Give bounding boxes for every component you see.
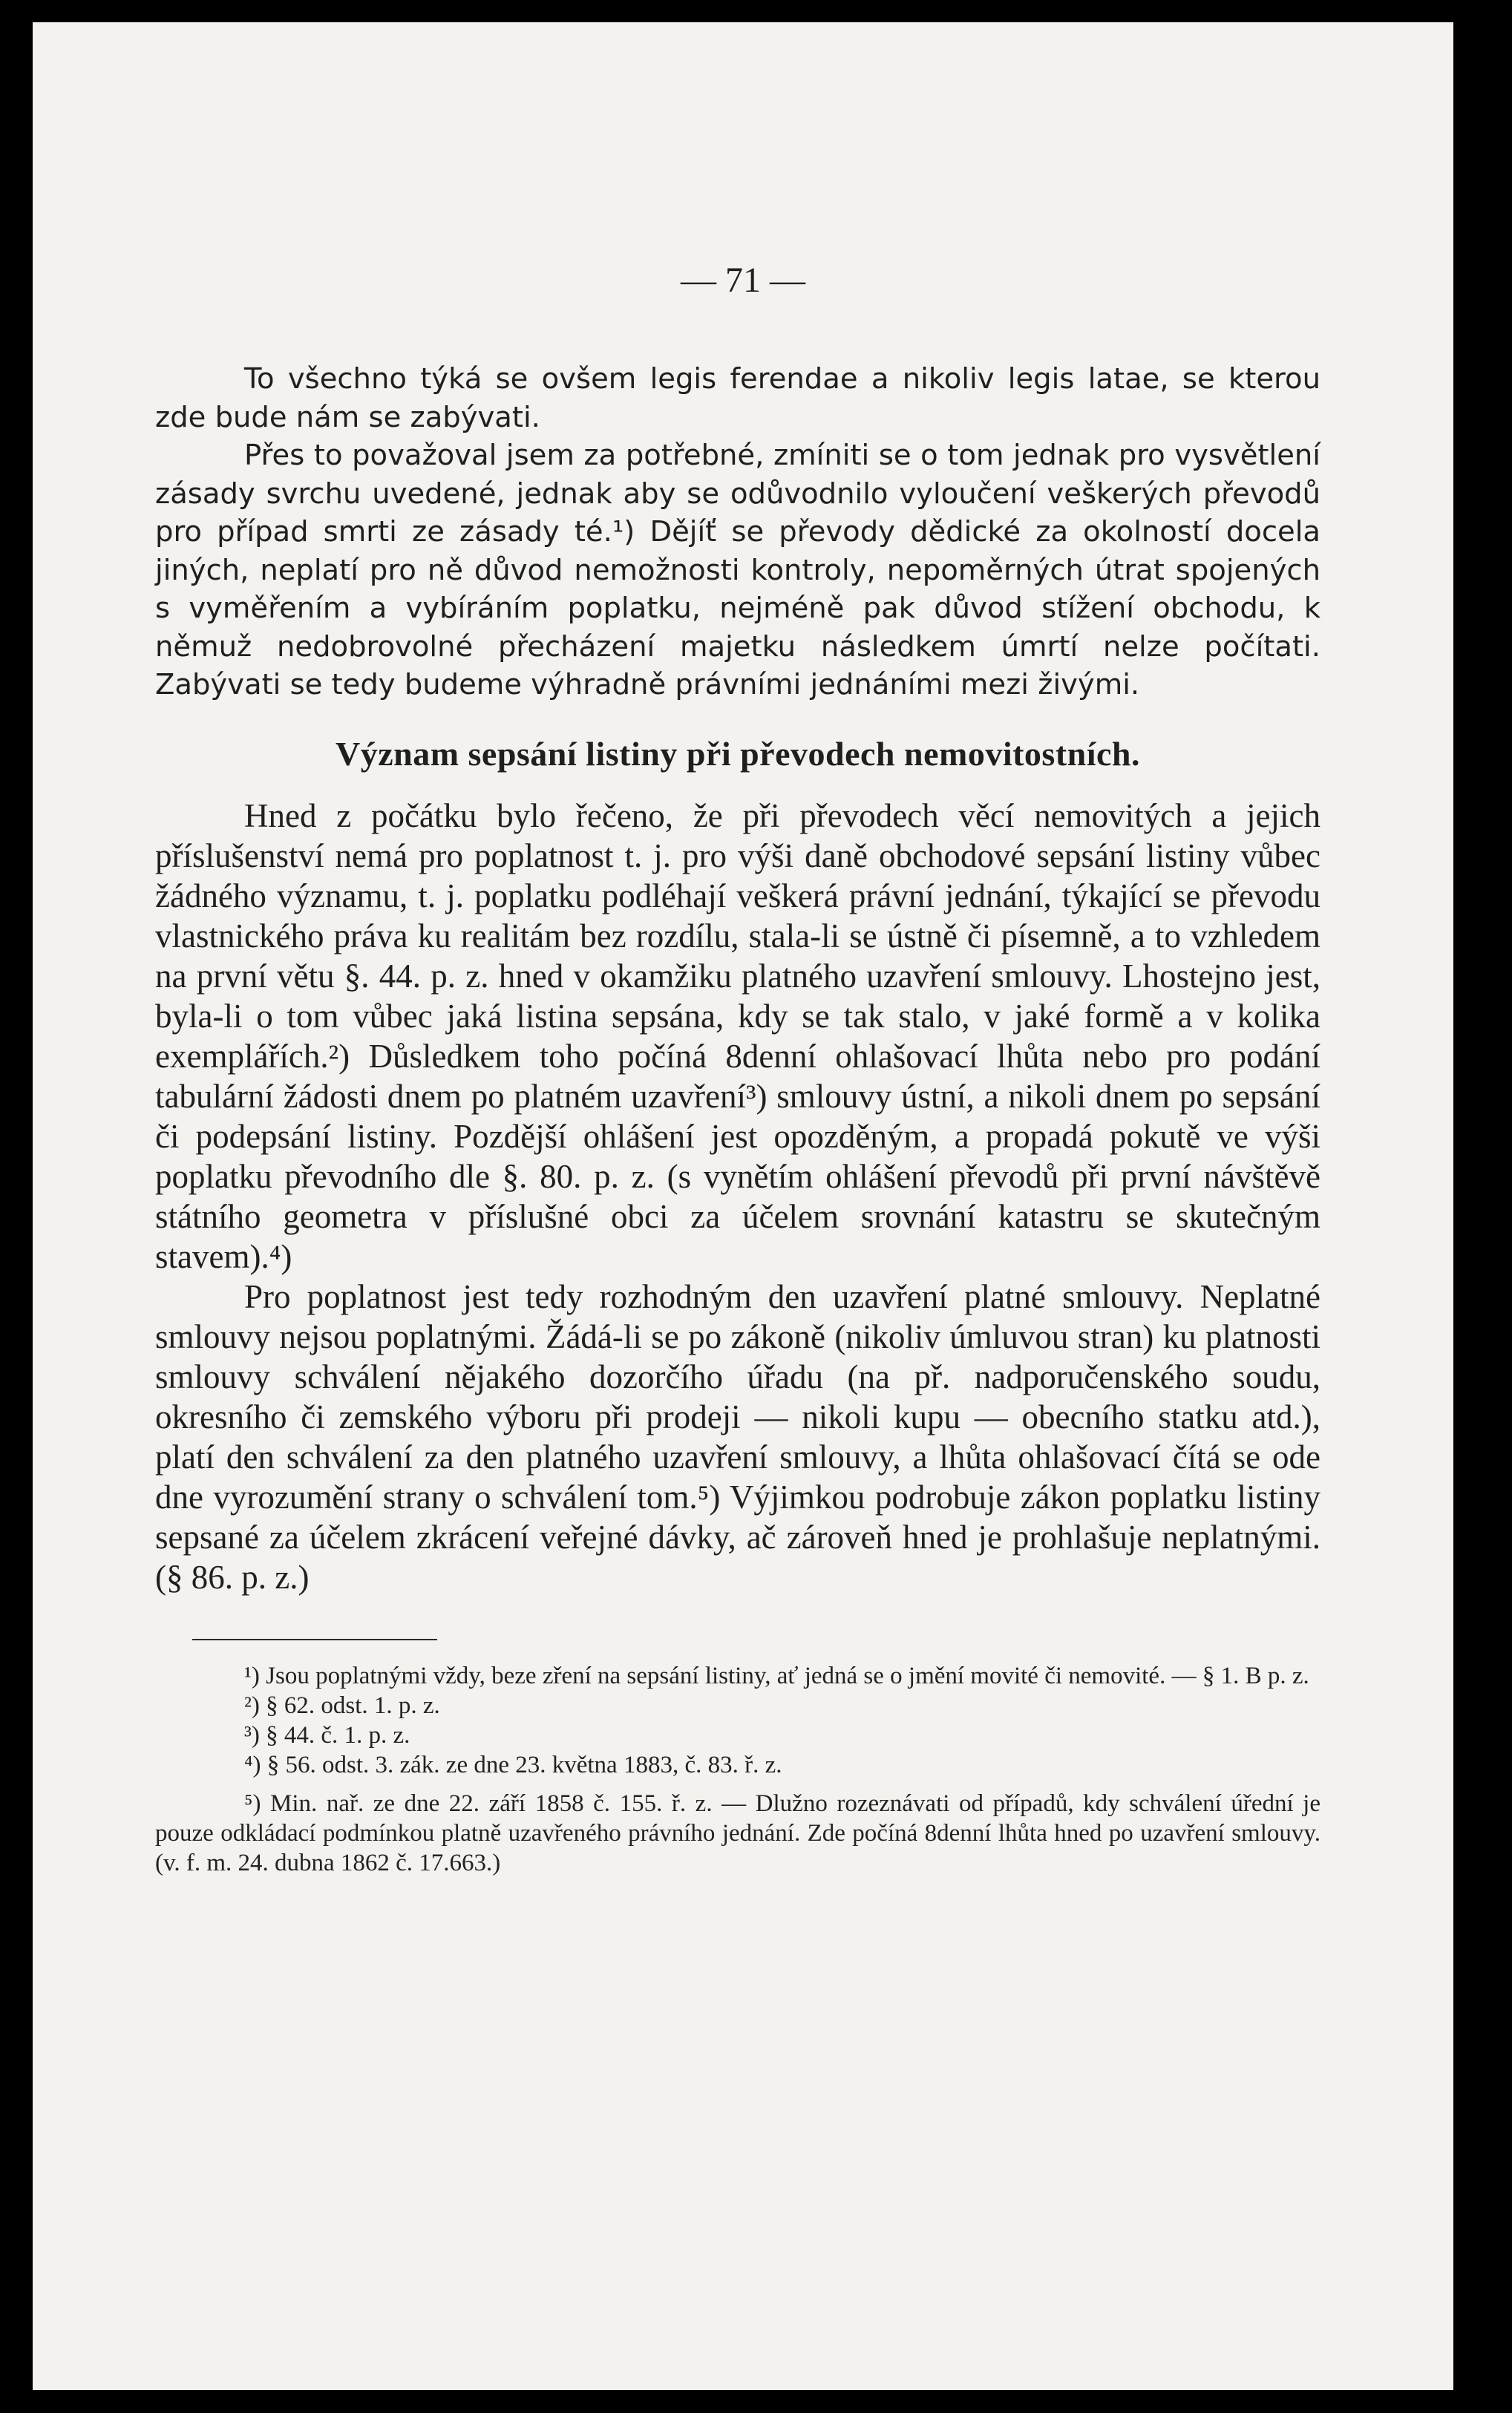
- section-heading: Význam sepsání listiny při převodech nemovitostních.: [335, 734, 1141, 773]
- paragraph-2: Přes to považoval jsem za potřebné, zmíniti se o tom jednak pro vysvětlení zásady svrchu uvedené, jednak aby se odůvodnilo vyloučení veškerých převodů pro případ smrti ze zásady té.¹) Dějíť se převody dědické za okolností docela jiných, neplatí pro ně důvod nemožnosti kontroly, nepoměrných útrat spojených s vyměřením a vybíráním poplatku, nejméně pak důvod stížení obchodu, k němuž nedobrovolné přecházení majetku následkem úmrtí nelze počítati. Zabývati se tedy budeme výhradně právními jednáními mezi živými.: [155, 439, 1320, 701]
- footnote-2: ²) § 62. odst. 1. p. z.: [244, 1692, 440, 1719]
- page-number: — 71 —: [681, 261, 805, 300]
- footnote-5: ⁵) Min. nař. ze dne 22. září 1858 č. 155. ř. z. — Dlužno rozeznávati od případů, kdy schválení úřední je pouze odkládací podmínkou platně uzavřeného právního jednání. Zde počíná 8denní lhůta hned po uzavření smlouvy. (v. f. m. 24. dubna 1862 č. 17.663.): [155, 1790, 1320, 1876]
- text-column: [155, 360, 1320, 1878]
- paragraph-3: Hned z počátku bylo řečeno, že při převodech věcí nemovitých a jejich příslušenství nemá pro poplatnost t. j. pro výši daně obchodové sepsání listiny vůbec žádného významu, t. j. poplatku podléhají veškerá právní jednání, týkající se převodu vlastnického práva ku realitám bez rozdílu, stala-li se ústně či písemně, a to vzhledem na první větu §. 44. p. z. hned v okamžiku platného uzavření smlouvy. Lhostejno jest, byla-li o tom vůbec jaká listina sepsána, kdy se tak stalo, v jaké formě a v kolika exemplářích.²) Důsledkem toho počíná 8denní ohlašovací lhůta nebo pro podání tabulární žádosti dnem po platném uzavření³) smlouvy ústní, a nikoli dnem po sepsání či podepsání listiny. Pozdější ohlášení jest opozděným, a propadá pokutě ve výši poplatku převodního dle §. 80. p. z. (s vynětím ohlášení převodů při první návštěvě státního geometra v příslušné obci za účelem srovnání katastru se skutečným stavem).⁴): [155, 796, 1320, 1275]
- scanned-page: [33, 22, 1453, 2390]
- footnote-1: ¹) Jsou poplatnými vždy, beze zření na sepsání listiny, ať jedná se o jmění movité či nemovité. — § 1. B p. z.: [244, 1662, 1309, 1689]
- footnotes: [155, 1661, 1320, 1878]
- footnote-divider: [192, 1639, 437, 1640]
- footnote-4: ⁴) § 56. odst. 3. zák. ze dne 23. května 1883, č. 83. ř. z.: [244, 1751, 782, 1778]
- paragraph-1: To všechno týká se ovšem legis ferendae a nikoliv legis latae, se kterou zde bude nám se zabývati.: [155, 362, 1320, 434]
- footnote-3: ³) § 44. č. 1. p. z.: [244, 1721, 410, 1749]
- paragraph-4: Pro poplatnost jest tedy rozhodným den uzavření platné smlouvy. Neplatné smlouvy nejsou poplatnými. Žádá-li se po zákoně (nikoliv úmluvou stran) ku platnosti smlouvy schválení nějakého dozorčího úřadu (na př. nadporučenského soudu, okresního či zemského výboru při prodeji — nikoli kupu — obecního statku atd.), platí den schválení za den platného uzavření smlouvy, a lhůta ohlašovací čítá se ode dne vyrozumění strany o schválení tom.⁵) Výjimkou podrobuje zákon poplatku listiny sepsané za účelem zkrácení veřejné dávky, ač zároveň hned je prohlašuje neplatnými. (§ 86. p. z.): [155, 1277, 1320, 1596]
